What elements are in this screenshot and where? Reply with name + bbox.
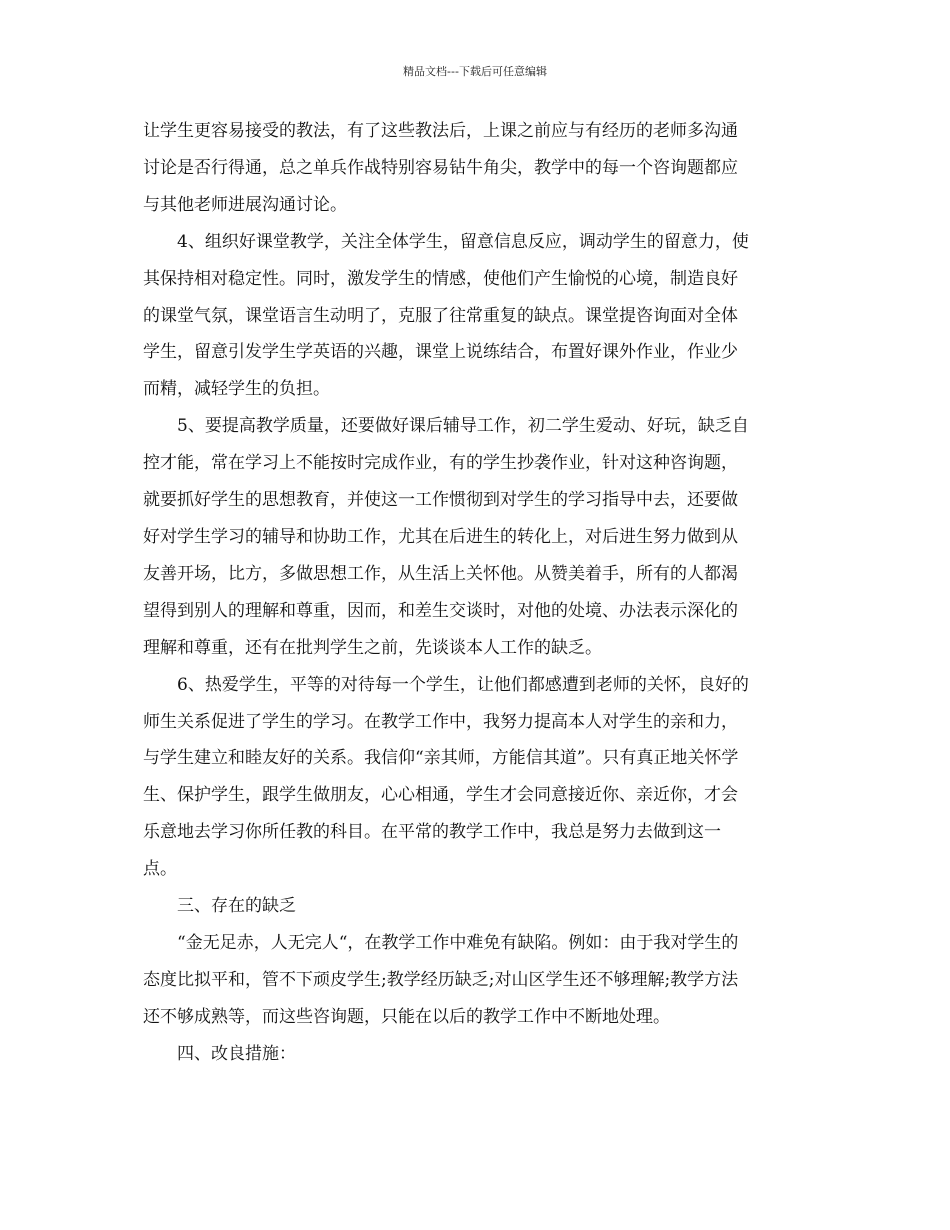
paragraph-item-4 — [143, 224, 808, 409]
text-line: 4、组织好课堂教学，关注全体学生，留意信息反应，调动学生的留意力，使 — [177, 231, 749, 252]
text-line: 5、要提高教学质量，还要做好课后辅导工作，初二学生爱动、好玩，缺乏自 — [177, 416, 749, 437]
text-line: 让学生更容易接受的教法，有了这些教法后，上课之前应与有经历的老师多沟通 — [143, 121, 738, 141]
paragraph-item-5 — [143, 408, 808, 666]
text-line: 还不够成熟等，而这些咨询题，只能在以后的教学工作中不断地处理。 — [143, 1006, 670, 1027]
text-line: 其保持相对稳定性。同时，激发学生的情感，使他们产生愉悦的心境，制造良好 — [143, 268, 738, 289]
text-line: 点。 — [143, 859, 177, 880]
text-line: 师生关系促进了学生的学习。在教学工作中，我努力提高本人对学生的亲和力， — [143, 711, 738, 732]
text-line: 的课堂气氛，课堂语言生动明了，克服了往常重复的缺点。课堂提咨询面对全体 — [143, 305, 738, 326]
text-line: 讨论是否行得通，总之单兵作战特别容易钻牛角尖，教学中的每一个咨询题都应 — [143, 157, 738, 178]
paragraph-continuation — [143, 113, 808, 224]
text-line: 与其他老师进展沟通讨论。 — [143, 194, 347, 215]
document-body — [143, 113, 808, 1073]
text-line: 6、热爱学生，平等的对待每一个学生，让他们都感遭到老师的关怀，良好的 — [177, 674, 749, 695]
text-line: 控才能，常在学习上不能按时完成作业，有的学生抄袭作业，针对这种咨询题， — [143, 453, 738, 474]
text-line: 理解和尊重，还有在批判学生之前，先谈谈本人工作的缺乏。 — [143, 637, 602, 658]
text-line: 态度比拟平和，管不下顽皮学生;教学经历缺乏;对山区学生还不够理解;教学方法 — [143, 969, 739, 990]
text-line: 三、存在的缺乏 — [177, 896, 296, 917]
text-line: 望得到别人的理解和尊重，因而，和差生交谈时，对他的处境、办法表示深化的 — [143, 600, 738, 621]
text-line: 好对学生学习的辅导和协助工作，尤其在后进生的转化上，对后进生努力做到从 — [143, 526, 738, 547]
text-line: 生、保护学生，跟学生做朋友，心心相通，学生才会同意接近你、亲近你，才会 — [143, 785, 738, 806]
text-line: 友善开场，比方，多做思想工作，从生活上关怀他。从赞美着手，所有的人都渴 — [143, 563, 738, 584]
text-line: “金无足赤，人无完人“，在教学工作中难免有缺陷。例如：由于我对学生的 — [177, 932, 739, 953]
paragraph-shortcomings — [143, 925, 808, 1036]
section-heading-shortcomings — [143, 888, 808, 925]
text-line: 四、改良措施： — [177, 1043, 296, 1064]
page-header: 精品文档---下载后可任意编辑 — [403, 65, 547, 78]
paragraph-item-6 — [143, 667, 808, 888]
text-line: 与学生建立和睦友好的关系。我信仰“亲其师，方能信其道”。只有真正地关怀学 — [143, 748, 739, 769]
text-line: 学生，留意引发学生学英语的兴趣，课堂上说练结合，布置好课外作业，作业少 — [143, 342, 738, 363]
text-line: 乐意地去学习你所任教的科目。在平常的教学工作中，我总是努力去做到这一 — [143, 822, 721, 843]
text-line: 而精，减轻学生的负担。 — [143, 379, 330, 400]
text-line: 就要抓好学生的思想教育，并使这一工作惯彻到对学生的学习指导中去，还要做 — [143, 490, 738, 511]
section-heading-improvements — [143, 1036, 808, 1073]
